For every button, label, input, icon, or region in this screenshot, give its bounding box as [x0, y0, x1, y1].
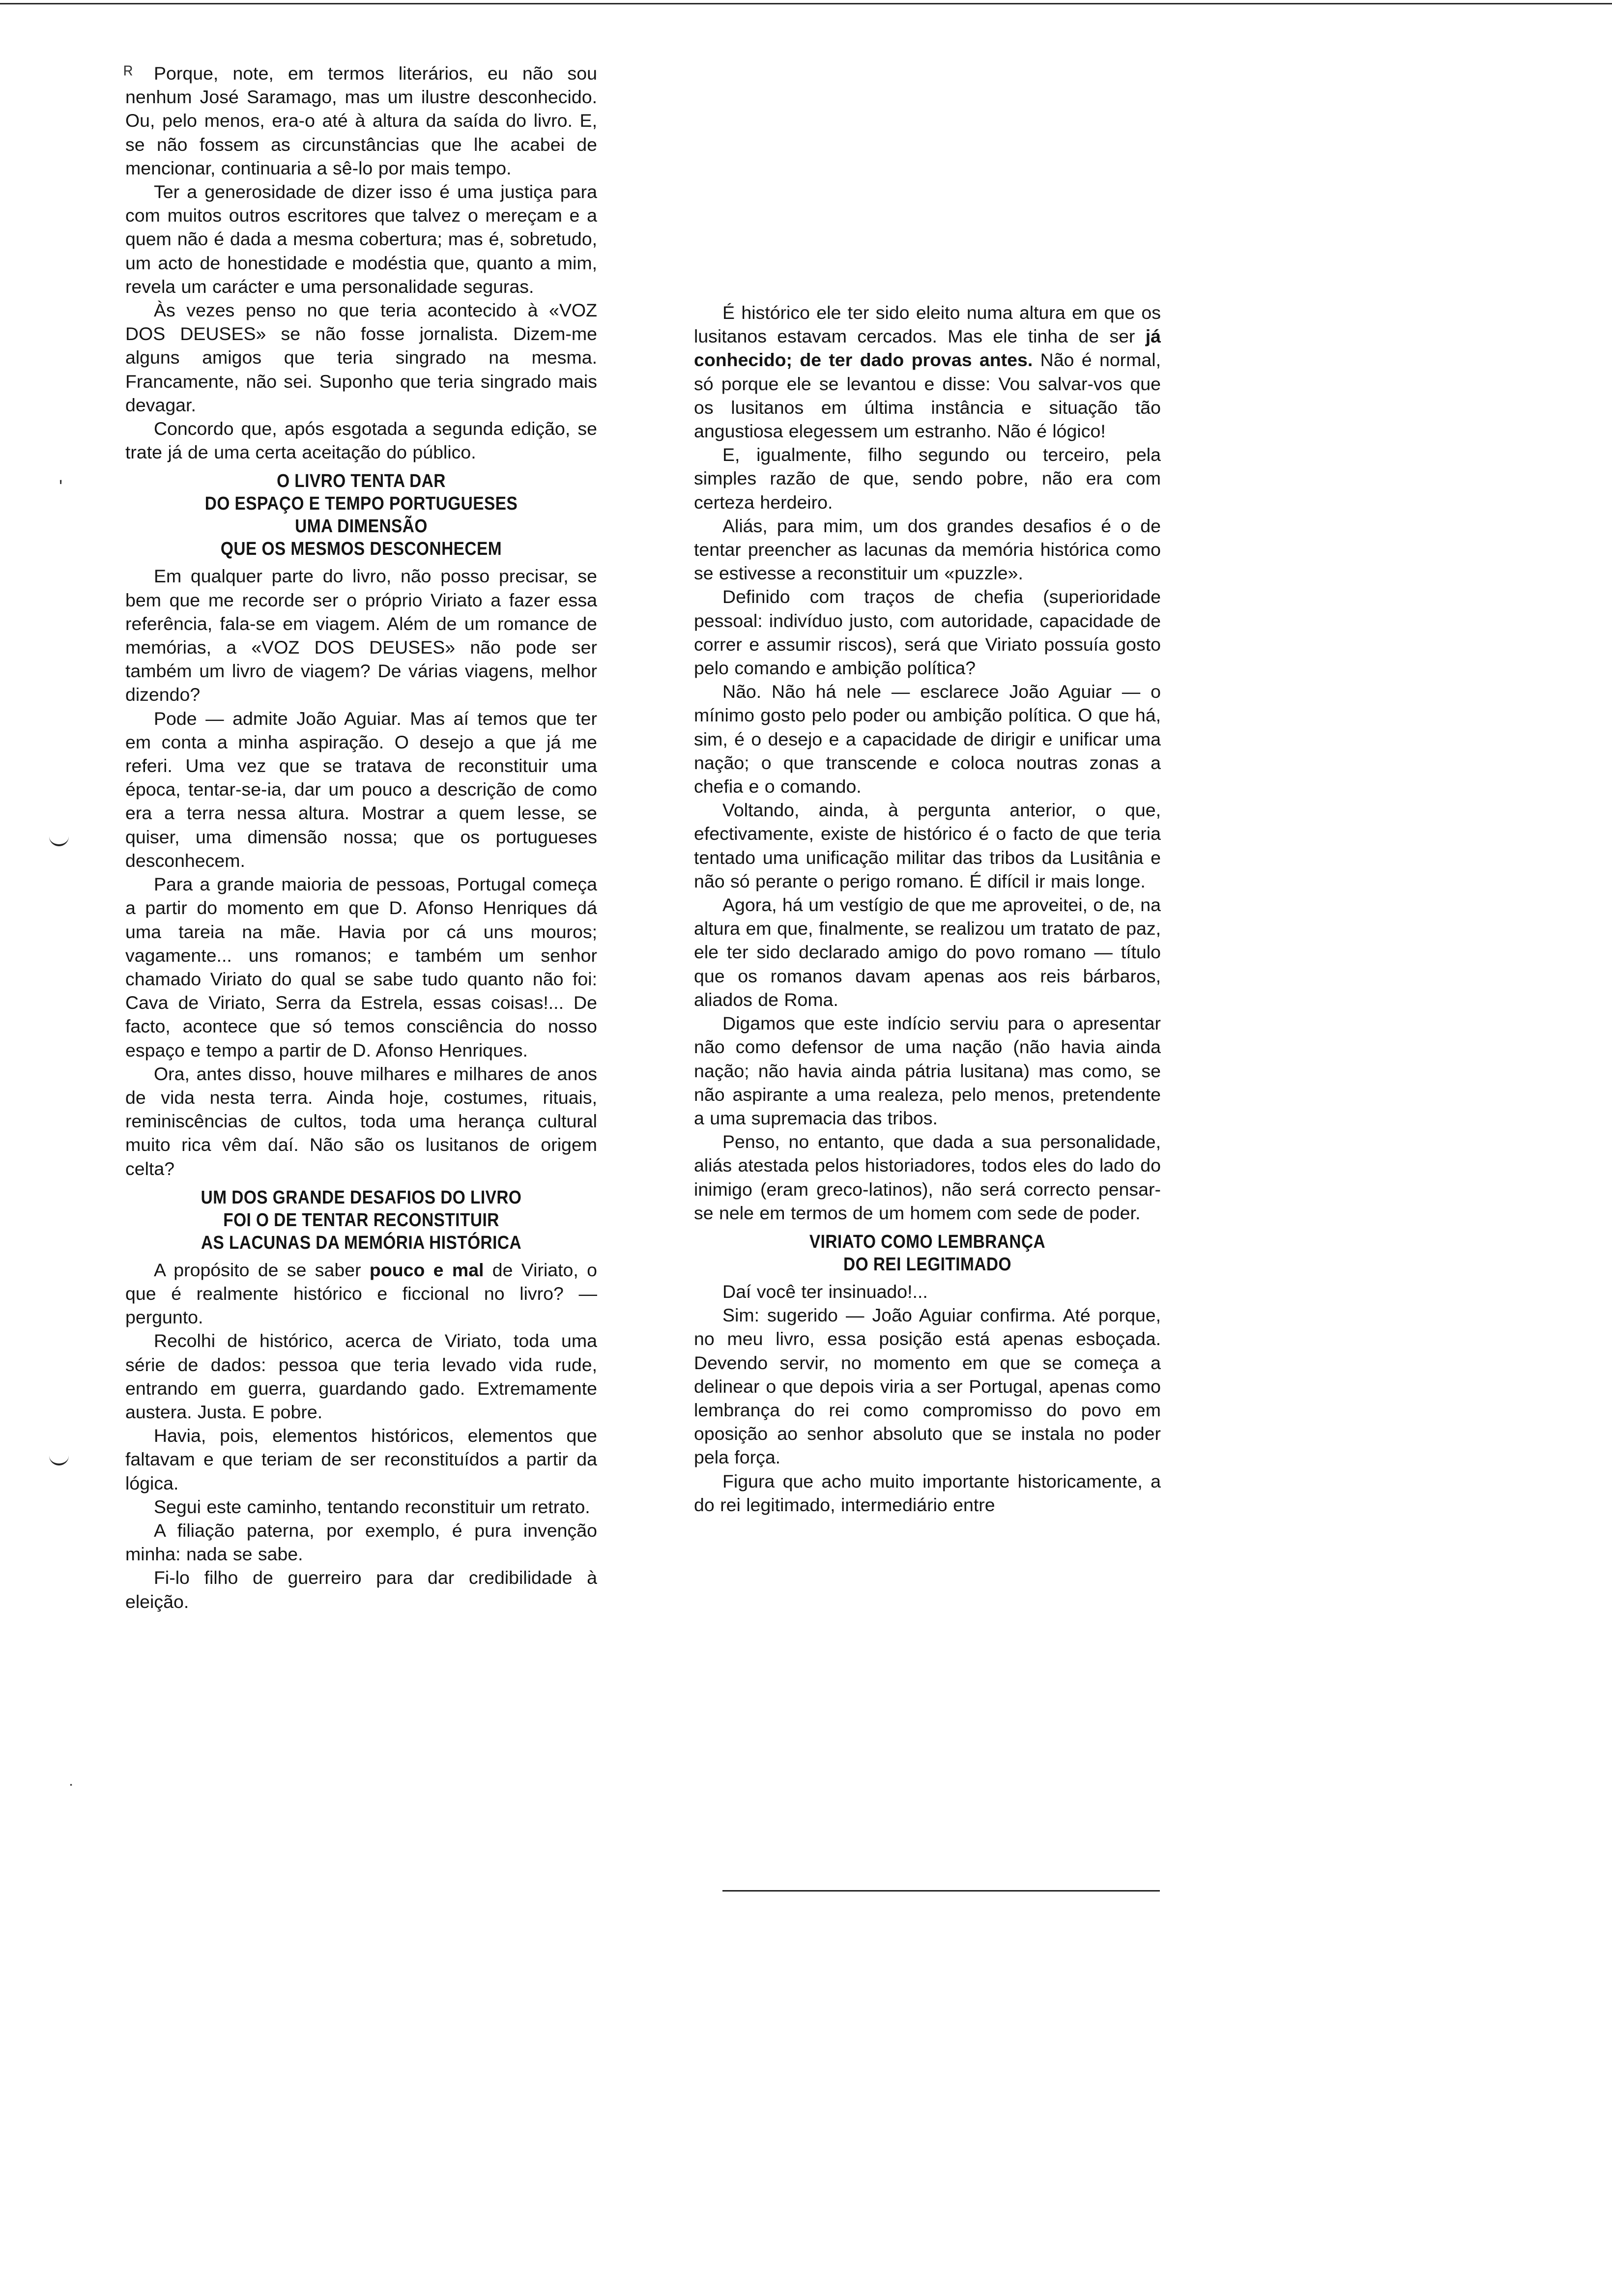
heading-line: AS LACUNAS DA MEMÓRIA HISTÓRICA — [201, 1232, 522, 1253]
page-mark: ᴿ — [124, 63, 133, 85]
paragraph: Às vezes penso no que teria acontecido à «VOZ DOS DEUSES» se não fosse jornalista. Dizem-me alguns amigos que teria singrado na mesma. Francamente, não sei. Suponho que teria singrado mais devagar. — [125, 300, 597, 415]
left-column — [125, 61, 597, 1613]
top-rule — [0, 3, 1612, 4]
paragraph: Penso, no entanto, que dada a sua personalidade, aliás atestada pelos historiadores, todos eles do lado do inimigo (eram greco-latinos), não será correcto pensar-se nele em termos de um homem com sede de poder. — [694, 1131, 1161, 1223]
paragraph: Fi-lo filho de guerreiro para dar credibilidade à eleição. — [125, 1567, 597, 1612]
section-heading — [154, 1186, 569, 1254]
right-column — [694, 301, 1161, 1517]
paragraph: Ter a generosidade de dizer isso é uma justiça para com muitos outros escritores que talvez o mereçam e a quem não é dada a mesma cobertura; mas é, sobretudo, um acto de honestidade e modéstia que, quanto a mim, revela um carácter e uma personalidade seguras. — [125, 181, 597, 297]
paragraph: Ora, antes disso, houve milhares e milhares de anos de vida nesta terra. Ainda hoje, costumes, rituais, reminiscências de cultos, toda uma herança cultural muito rica vêm daí. Não são os lusitanos de origem celta? — [125, 1063, 597, 1179]
heading-line: QUE OS MESMOS DESCONHECEM — [220, 539, 502, 560]
section-heading — [154, 470, 569, 560]
paragraph: Aliás, para mim, um dos grandes desafios é o de tentar preencher as lacunas da memória histórica como se estivesse a reconstituir um «puzzle». — [694, 515, 1161, 584]
margin-tick: ˙ — [69, 1781, 75, 1802]
paragraph: Daí você ter insinuado!... — [722, 1281, 928, 1302]
paragraph: Figura que acho muito importante historicamente, a do rei legitimado, intermediário entre — [694, 1470, 1161, 1515]
paragraph: Havia, pois, elementos históricos, elementos que faltavam e que teriam de ser reconstituídos a partir da lógica. — [125, 1425, 597, 1493]
paragraph: Em qualquer parte do livro, não posso precisar, se bem que me recorde ser o próprio Viriato a fazer essa referência, fala-se em viagem. Além de um romance de memórias, a «VOZ DOS DEUSES» não pode ser também um livro de viagem? De várias viagens, melhor dizendo? — [125, 566, 597, 705]
paragraph — [125, 1258, 597, 1329]
heading-line: UMA DIMENSÃO — [295, 516, 428, 537]
paragraph: Pode — admite João Aguiar. Mas aí temos que ter em conta a minha aspiração. O desejo a que já me referi. Uma vez que se tratava de reconstituir uma época, tentar-se-ia, dar um pouco a descrição de como era a terra nessa altura. Mostrar a quem lesse, se quiser, uma dimensão nossa; que os portugueses desconhecem. — [125, 708, 597, 871]
paragraph: Porque, note, em termos literários, eu não sou nenhum José Saramago, mas um ilustre desconhecido. Ou, pelo menos, era-o até à altura da saída do livro. E, se não fossem as circunstâncias que lhe acabei de mencionar, continuaria a sê-lo por mais tempo. — [125, 63, 597, 178]
section-heading — [722, 1231, 1133, 1276]
text-run: A propósito de se saber — [154, 1259, 370, 1280]
heading-line: VIRIATO COMO LEMBRANÇA — [809, 1231, 1046, 1252]
heading-line: O LIVRO TENTA DAR — [277, 471, 446, 492]
paragraph: Recolhi de histórico, acerca de Viriato, toda uma série de dados: pessoa que teria levado vida rude, entrando em guerra, guardando gado. Extremamente austera. Justa. E pobre. — [125, 1330, 597, 1422]
paragraph: E, igualmente, filho segundo ou terceiro, pela simples razão de que, sendo pobre, não era com certeza herdeiro. — [694, 444, 1161, 513]
margin-mark — [49, 1455, 69, 1465]
bold-run: já conhecido; de ter dado provas antes. — [694, 326, 1161, 371]
paragraph: A filiação paterna, por exemplo, é pura invenção minha: nada se sabe. — [125, 1520, 597, 1565]
text-run: É histórico ele ter sido eleito numa altura em que os lusitanos estavam cercados. Mas ele tinha de ser — [694, 302, 1161, 347]
text-run: Não é normal, só porque ele se levantou e disse: Vou salvar-vos que os lusitanos em última instância e situação tão angustiosa elegessem um estranho. Não é lógico! — [694, 349, 1161, 442]
paragraph: Digamos que este indício serviu para o apresentar não como defensor de uma nação (não havia ainda nação; não havia ainda pátria lusitana) mas como, se não aspirante a uma realeza, pelo menos, pretendente a uma supremacia das tribos. — [694, 1013, 1161, 1128]
paragraph: Concordo que, após esgotada a segunda edição, se trate já de uma certa aceitação do público. — [125, 418, 597, 463]
heading-line: DO REI LEGITIMADO — [843, 1254, 1011, 1275]
paragraph — [694, 301, 1161, 443]
heading-line: DO ESPAÇO E TEMPO PORTUGUESES — [204, 493, 518, 515]
heading-line: UM DOS GRANDE DESAFIOS DO LIVRO — [201, 1187, 522, 1208]
paragraph: Agora, há um vestígio de que me aproveitei, o de, na altura em que, finalmente, se realizou um tratato de paz, ele ter sido declarado amigo do povo romano — título que os romanos davam apenas aos reis bárbaros, aliados de Roma. — [694, 894, 1161, 1010]
bottom-rule — [722, 1890, 1160, 1892]
heading-line: FOI O DE TENTAR RECONSTITUIR — [223, 1209, 499, 1231]
paragraph: Segui este caminho, tentando reconstituir um retrato. — [154, 1496, 590, 1517]
paragraph: Voltando, ainda, à pergunta anterior, o que, efectivamente, existe de histórico é o facto de que teria tentado uma unificação militar das tribos da Lusitânia e não só perante o perigo romano. É difícil ir mais longe. — [694, 800, 1161, 891]
paragraph: Não. Não há nele — esclarece João Aguiar — o mínimo gosto pelo poder ou ambição política. O que há, sim, é o desejo e a capacidade de dirigir e unificar uma nação; o que transcende e coloca noutras zonas a chefia e o comando. — [694, 681, 1161, 797]
margin-mark — [49, 835, 69, 846]
margin-tick: ' — [59, 477, 63, 497]
paragraph: Definido com traços de chefia (superioridade pessoal: indivíduo justo, com autoridade, capacidade de correr e assumir riscos), será que Viriato possuía gosto pelo comando e ambição política? — [694, 586, 1161, 679]
paragraph: Para a grande maioria de pessoas, Portugal começa a partir do momento em que D. Afonso Henriques dá uma tareia na mãe. Havia por cá uns mouros; vagamente... uns romanos; e também um senhor chamado Viriato do qual se sabe tudo quanto não foi: Cava de Viriato, Serra da Estrela, essas coisas!... De facto, acontece que só temos consciência do nosso espaço e tempo a partir de D. Afonso Henriques. — [125, 874, 597, 1061]
bold-run: pouco e mal — [369, 1259, 484, 1280]
paragraph: Sim: sugerido — João Aguiar confirma. Até porque, no meu livro, essa posição está apenas esboçada. Devendo servir, no momento em que se começa a delinear o que depois viria a ser Portugal, apenas como lembrança do rei como compromisso do povo em oposição ao senhor absoluto que se instala no poder pela força. — [694, 1305, 1161, 1468]
text-run: de Viriato, o que é realmente histórico e ficcional no livro? — pergunto. — [125, 1259, 597, 1328]
